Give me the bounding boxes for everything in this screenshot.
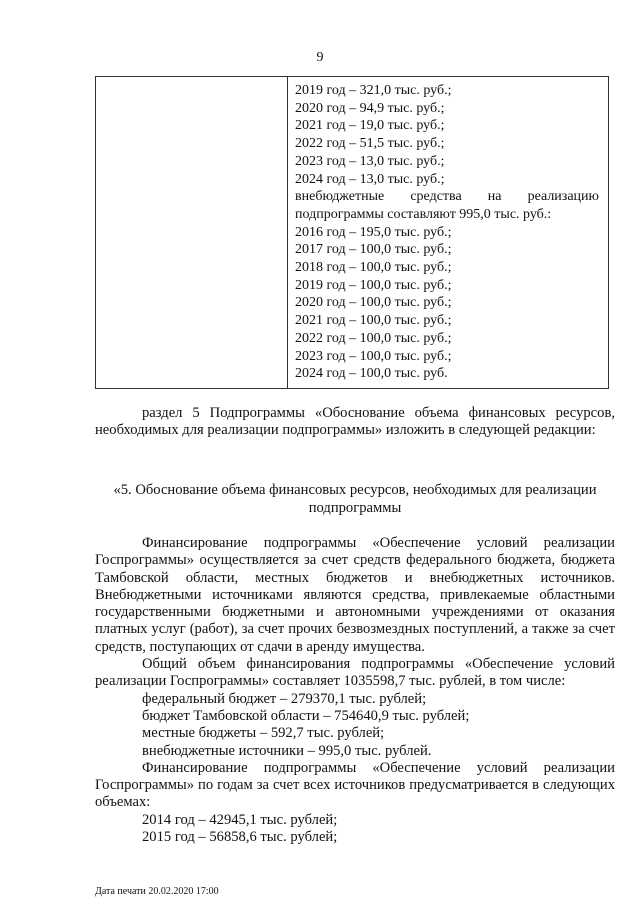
main-text	[95, 535, 615, 846]
year-item: 2015 год – 56858,6 тыс. рублей;	[142, 829, 338, 846]
table-line: 2024 год – 100,0 тыс. руб.	[295, 366, 448, 382]
year-item: 2014 год – 42945,1 тыс. рублей;	[142, 811, 338, 828]
section-heading: «5. Обоснование объема финансовых ресурсов, необходимых для реализации подпрограммы	[113, 482, 597, 516]
table-line: 2020 год – 94,9 тыс. руб.;	[295, 100, 445, 116]
table-line: 2022 год – 100,0 тыс. руб.;	[295, 330, 452, 346]
budget-item: местные бюджеты – 592,7 тыс. рублей;	[142, 725, 385, 742]
table-left-cell	[96, 77, 288, 388]
intro-paragraph: раздел 5 Подпрограммы «Обоснование объема финансовых ресурсов, необходимых для реализации подпрограммы» изложить в следующей редакции:	[95, 405, 615, 439]
table-line: 2022 год – 51,5 тыс. руб.;	[295, 136, 445, 152]
total-volume-paragraph: Общий объем финансирования подпрограммы «Обеспечение условий реализации Госпрограммы» составляет 1035598,7 тыс. рублей, в том числе:	[95, 656, 615, 690]
by-year-paragraph: Финансирование подпрограммы «Обеспечение условий реализации Госпрограммы» по годам за счет всех источников предусматривается в следующих объемах:	[95, 759, 615, 811]
table-right-cell	[288, 77, 608, 388]
table-line-justified: внебюджетные средства на реализацию	[295, 189, 599, 205]
table-line: 2017 год – 100,0 тыс. руб.;	[295, 242, 452, 258]
page-number: 9	[316, 50, 324, 65]
table-line: 2020 год – 100,0 тыс. руб.;	[295, 295, 452, 311]
financing-paragraph: Финансирование подпрограммы «Обеспечение условий реализации Госпрограммы» осуществляется за счет средств федерального бюджета, бюджета Тамбовской области, местных бюджетов и внебюджетных источников. Внебюджетными источниками являются средства, привлекаемые областными государственными бюджетными и автономными учреждениями от оказания платных услуг (работ), за счет прочих безвозмездных поступлений, а также за счет средств, поступающих от сдачи в аренду имущества.	[95, 535, 615, 655]
budget-item: бюджет Тамбовской области – 754640,9 тыс. рублей;	[142, 707, 470, 724]
table-line: 2023 год – 13,0 тыс. руб.;	[295, 153, 445, 169]
budget-item: внебюджетные источники – 995,0 тыс. рублей.	[142, 742, 432, 759]
table-line: 2023 год – 100,0 тыс. руб.;	[295, 348, 452, 364]
table-line: 2024 год – 13,0 тыс. руб.;	[295, 171, 445, 187]
print-date: Дата печати 20.02.2020 17:00	[95, 886, 219, 897]
table-line: 2021 год – 19,0 тыс. руб.;	[295, 118, 445, 134]
table-line: подпрограммы составляют 995,0 тыс. руб.:	[295, 206, 552, 222]
intro-block	[95, 405, 615, 440]
table-line: 2019 год – 321,0 тыс. руб.;	[295, 83, 452, 98]
table-line: 2019 год – 100,0 тыс. руб.;	[295, 277, 452, 293]
funding-table	[95, 76, 609, 389]
table-line: 2021 год – 100,0 тыс. руб.;	[295, 313, 452, 329]
table-line: 2018 год – 100,0 тыс. руб.;	[295, 260, 452, 276]
budget-item: федеральный бюджет – 279370,1 тыс. рублей;	[142, 690, 427, 707]
table-line: 2016 год – 195,0 тыс. руб.;	[295, 224, 452, 240]
